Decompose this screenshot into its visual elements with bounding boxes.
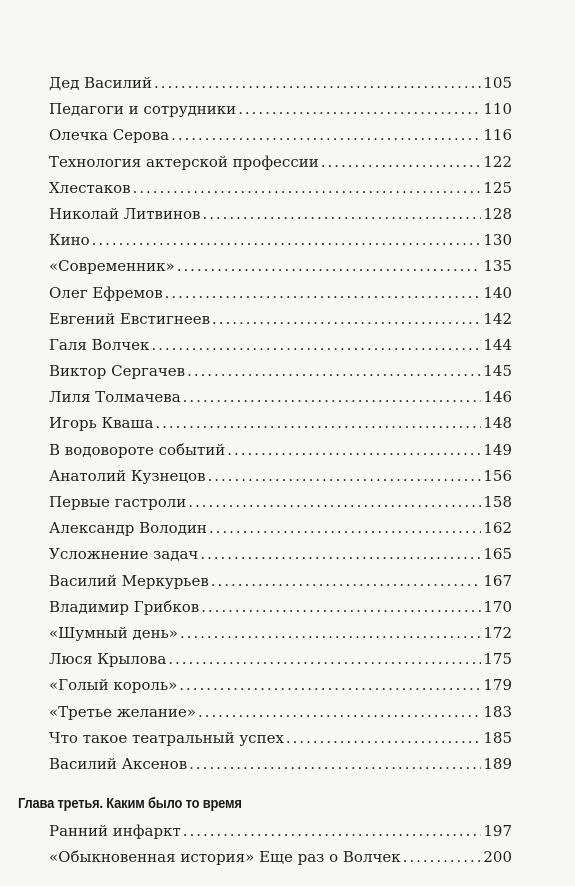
toc-entry-page: 116 <box>483 126 512 145</box>
toc-entry-title: Василий Меркурьев <box>49 571 209 590</box>
toc-entry-title: Ранний инфаркт <box>49 822 181 840</box>
dot-leader <box>238 96 481 122</box>
toc-entry-page: 149 <box>483 440 512 459</box>
toc-entry-page: 148 <box>483 414 512 433</box>
dot-leader <box>92 227 482 253</box>
toc-entry <box>49 751 512 777</box>
toc-entry <box>49 227 512 253</box>
toc-entry-title: Олег Ефремов <box>49 283 163 302</box>
toc-entry <box>49 568 512 594</box>
toc-entry-title: «Шумный день» <box>49 623 178 642</box>
toc-entry-page: 175 <box>483 650 512 669</box>
toc-entry-page: 156 <box>483 466 512 485</box>
toc-entry-title: Люся Крылова <box>49 650 167 669</box>
toc-entry <box>49 620 512 646</box>
toc-entry-title: В водовороте событий <box>49 440 226 459</box>
toc-entry-page: 185 <box>483 728 512 747</box>
dot-leader <box>208 463 482 489</box>
toc-entry <box>49 699 512 725</box>
dot-leader <box>151 332 481 358</box>
toc-entry-title: Николай Литвинов <box>49 204 201 223</box>
toc-entry-title: Дед Василий <box>49 74 152 92</box>
toc-entry-title: Евгений Евстигнеев <box>49 309 211 328</box>
toc-entry-title: Технология актерской профессии <box>49 152 319 171</box>
toc-entry <box>49 70 512 96</box>
toc-entry-page: 146 <box>483 388 512 407</box>
toc-entry <box>49 541 512 567</box>
toc-entry-page: 110 <box>483 100 512 119</box>
dot-leader <box>183 384 482 410</box>
toc-entry-page: 183 <box>483 702 512 721</box>
toc-entry <box>49 175 512 201</box>
toc-entry-title: Хлестаков <box>49 178 131 197</box>
toc-entry <box>49 844 512 870</box>
toc-entry <box>49 306 512 332</box>
dot-leader <box>212 306 481 332</box>
dot-leader <box>201 594 481 620</box>
toc-entry <box>49 463 512 489</box>
toc-entry-page: 135 <box>483 257 512 276</box>
dot-leader <box>180 620 481 646</box>
toc-entry-title: «Голый король» <box>49 676 178 695</box>
toc-entry <box>49 358 512 384</box>
toc-entry <box>49 410 512 436</box>
dot-leader <box>183 818 482 844</box>
toc-entry-title: Олечка Серова <box>49 126 170 145</box>
toc-entry <box>49 201 512 227</box>
toc-entry-page: 162 <box>483 519 512 538</box>
toc-entry-title: Василий Аксенов <box>49 754 188 773</box>
chapter-three-contents <box>49 818 512 870</box>
toc-entry <box>49 149 512 175</box>
toc-entry-title: Владимир Грибков <box>49 597 200 616</box>
toc-entry-page: 189 <box>483 754 512 773</box>
dot-leader <box>188 489 481 515</box>
toc-entry-page: 167 <box>483 571 512 590</box>
toc-entry-title: «Третье желание» <box>49 702 196 721</box>
toc-entry-title: Педагоги и сотрудники <box>49 100 237 119</box>
toc-entry-page: 142 <box>483 309 512 328</box>
toc-entry-page: 122 <box>483 152 512 171</box>
dot-leader <box>168 646 481 672</box>
toc-entry <box>49 594 512 620</box>
dot-leader <box>171 122 481 148</box>
dot-leader <box>209 515 481 541</box>
dot-leader <box>202 201 481 227</box>
toc-entry-page: 128 <box>483 204 512 223</box>
toc-entry-page: 179 <box>483 676 512 695</box>
toc-entry-title: Александр Володин <box>49 519 207 538</box>
dot-leader <box>200 541 481 567</box>
dot-leader <box>154 70 481 96</box>
toc-entry-title: Усложнение задач <box>49 545 199 564</box>
toc-entry <box>49 672 512 698</box>
toc-entry <box>49 96 512 122</box>
toc-entry-title: Игорь Кваша <box>49 414 154 433</box>
toc-entry <box>49 437 512 463</box>
dot-leader <box>155 410 481 436</box>
toc-entry <box>49 253 512 279</box>
toc-entry-title: Галя Волчек <box>49 335 150 354</box>
toc-entry-page: 165 <box>483 545 512 564</box>
toc-entry-title: «Современник» <box>49 257 175 276</box>
toc-entry-page: 125 <box>483 178 512 197</box>
toc-entry-title: Кино <box>49 231 90 250</box>
toc-entry-page: 140 <box>483 283 512 302</box>
toc-entry <box>49 332 512 358</box>
toc-entry <box>49 725 512 751</box>
dot-leader <box>198 699 481 725</box>
toc-entry-page: 144 <box>483 335 512 354</box>
toc-entry-title: Виктор Сергачев <box>49 362 186 381</box>
toc-entry-page: 170 <box>483 597 512 616</box>
toc-entry-title: Что такое театральный успех <box>49 728 284 747</box>
toc-entry-page: 105 <box>483 74 512 92</box>
toc-entry-title: Лиля Толмачева <box>49 388 181 407</box>
dot-leader <box>165 280 482 306</box>
dot-leader <box>211 568 482 594</box>
toc-entry-title: Анатолий Кузнецов <box>49 466 206 485</box>
toc-entry <box>49 489 512 515</box>
dot-leader <box>133 175 482 201</box>
chapter-heading: Глава третья. Каким было то время <box>18 795 242 812</box>
dot-leader <box>321 149 482 175</box>
dot-leader <box>286 725 481 751</box>
dot-leader <box>177 253 482 279</box>
toc-entry-title: Первые гастроли <box>49 493 187 511</box>
toc-entry-title: «Обыкновенная история» Еще раз о Волчек <box>49 848 401 867</box>
toc-entry-page: 172 <box>483 623 512 642</box>
toc-entry-page: 145 <box>483 362 512 381</box>
toc-entry <box>49 122 512 148</box>
dot-leader <box>189 751 481 777</box>
dot-leader <box>187 358 481 384</box>
toc-entry <box>49 515 512 541</box>
table-of-contents <box>49 70 512 777</box>
toc-entry <box>49 280 512 306</box>
toc-entry <box>49 818 512 844</box>
dot-leader <box>227 437 481 463</box>
toc-entry <box>49 646 512 672</box>
toc-entry-page: 197 <box>483 822 512 840</box>
toc-entry-page: 130 <box>483 231 512 250</box>
toc-entry-page: 158 <box>483 493 512 511</box>
dot-leader <box>179 672 481 698</box>
toc-entry-page: 200 <box>483 848 512 867</box>
dot-leader <box>403 844 482 870</box>
toc-entry <box>49 384 512 410</box>
